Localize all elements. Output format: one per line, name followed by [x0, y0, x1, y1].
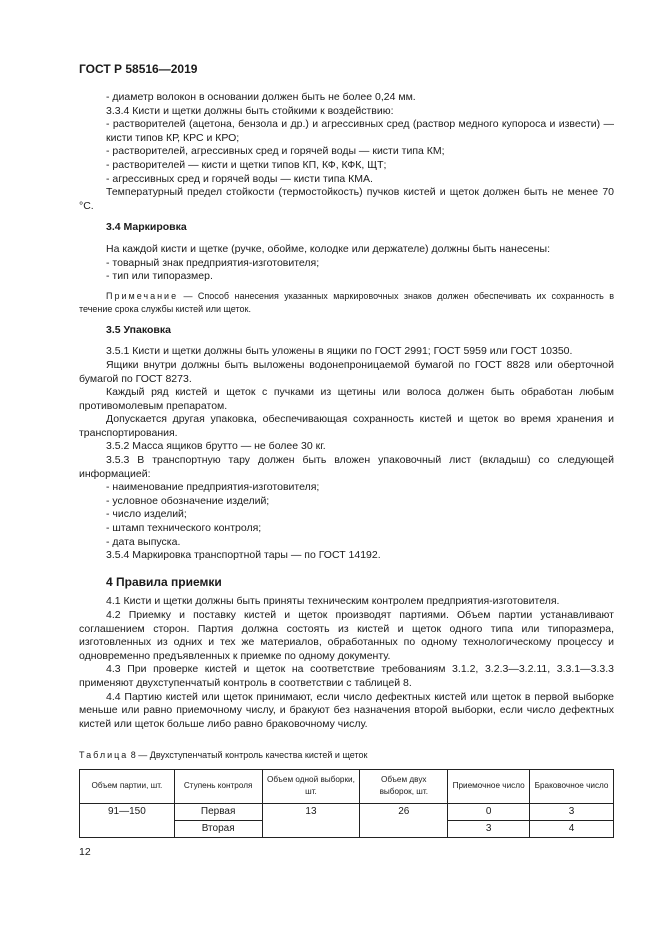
paragraph: Допускается другая упаковка, обеспечивающая сохранность кистей и щеток во время хранения и транспортирования.	[79, 413, 614, 439]
bullet-item: - условное обозначение изделий;	[106, 494, 270, 507]
table-cell: 4	[530, 820, 614, 837]
table-cell: Вторая	[174, 820, 262, 837]
table-cell: 3	[530, 803, 614, 820]
table-header: Браковочное число	[530, 769, 614, 803]
page-number: 12	[79, 846, 91, 858]
bullet-item: - товарный знак предприятия-изготовителя;	[106, 256, 320, 269]
table-header: Объем одной выборки, шт.	[262, 769, 360, 803]
paragraph: 3.5.2 Масса ящиков брутто — не более 30 кг.	[106, 440, 326, 453]
paragraph: 4.1 Кисти и щетки должны быть приняты техническим контролем предприятия-изготовителя.	[106, 595, 560, 608]
table-cell: 0	[448, 803, 530, 820]
bullet-item: - число изделий;	[106, 508, 187, 521]
table-cell: 91—150	[80, 803, 175, 837]
note-text: — Способ нанесения указанных маркировочных знаков должен обеспечивать их сохранность в течение срока службы кистей или щеток.	[79, 290, 614, 314]
table-cell: Первая	[174, 803, 262, 820]
standard-header: ГОСТ Р 58516—2019	[79, 62, 198, 76]
table-header: Ступень контроля	[174, 769, 262, 803]
clause-3-3-4: 3.3.4 Кисти и щетки должны быть стойкими к воздействию:	[106, 104, 394, 117]
paragraph: 4.4 Партию кистей или щеток принимают, если число дефектных кистей или щеток в первой выборке меньше или равно приемочному числу, и бракуют без назначения второй выборки, если число дефектных кистей или щеток больше либо равно браковочному числу.	[79, 690, 614, 730]
bullet-item: - растворителей (ацетона, бензола и др.) и агрессивных сред (раствор медного купороса и извести) — кисти типов КР, КРС и КРО;	[106, 118, 614, 144]
bullet-item: - растворителей — кисти и щетки типов КП, КФ, КФК, ЩТ;	[106, 158, 387, 171]
table-header-row	[80, 769, 614, 803]
bullet-item: - агрессивных сред и горячей воды — кисти типа КМА.	[106, 172, 373, 185]
paragraph: Температурный предел стойкости (термостойкость) пучков кистей и щеток должен быть не менее 70 °С.	[79, 186, 614, 212]
table-caption-label: Таблица	[79, 750, 129, 761]
bullet-item: - дата выпуска.	[106, 535, 181, 548]
table-cell: 26	[360, 803, 448, 837]
heading-packing: 3.5 Упаковка	[106, 323, 171, 336]
paragraph: Каждый ряд кистей и щеток с пучками из щетины или волоса должен быть обработан любым противомолевым препаратом.	[79, 386, 614, 412]
table-cell: 13	[262, 803, 360, 837]
control-table	[79, 769, 614, 838]
paragraph: 3.5.4 Маркировка транспортной тары — по ГОСТ 14192.	[106, 549, 381, 562]
section-heading: 4 Правила приемки	[106, 574, 222, 589]
table-header: Приемочное число	[448, 769, 530, 803]
document-body	[79, 91, 614, 838]
note-label: Примечание	[106, 290, 179, 301]
bullet-item: - наименование предприятия-изготовителя;	[106, 481, 320, 494]
paragraph: 4.3 При проверке кистей и щеток на соответствие требованиям 3.1.2, 3.2.3—3.2.11, 3.3.1—3.3.3 применяют двухступенчатый контроль в соответствии с таблицей 8.	[79, 663, 614, 689]
table-caption	[79, 749, 614, 763]
table-caption-text: 8 — Двухступенчатый контроль качества кистей и щеток	[128, 750, 368, 761]
table-header: Объем партии, шт.	[80, 769, 175, 803]
bullet-item: - тип или типоразмер.	[106, 270, 213, 283]
note	[79, 290, 614, 316]
paragraph: 3.5.1 Кисти и щетки должны быть уложены в ящики по ГОСТ 2991; ГОСТ 5959 или ГОСТ 10350.	[106, 345, 573, 358]
paragraph: Ящики внутри должны быть выложены водонепроницаемой бумагой по ГОСТ 8828 или оберточной бумагой по ГОСТ 8273.	[79, 358, 614, 385]
paragraph: 3.5.3 В транспортную тару должен быть вложен упаковочный лист (вкладыш) со следующей информацией:	[79, 454, 614, 480]
bullet-item: - диаметр волокон в основании должен быть не более 0,24 мм.	[106, 91, 416, 103]
bullet-item: - штамп технического контроля;	[106, 522, 262, 535]
table-header: Объем двух выборок, шт.	[360, 769, 448, 803]
bullet-item: - растворителей, агрессивных сред и горячей воды — кисти типа КМ;	[106, 145, 445, 158]
paragraph: На каждой кисти и щетке (ручке, обойме, колодке или держателе) должны быть нанесены:	[106, 242, 551, 255]
table-cell: 3	[448, 820, 530, 837]
table-row	[80, 803, 614, 820]
paragraph: 4.2 Приемку и поставку кистей и щеток производят партиями. Объем партии устанавливают соглашением сторон. Партия должна состоять из кистей и щеток одного типа или типоразмера, изготовленных из одних и тех же материалов, обработанных по одному технологическому процессу и одновременно предъявленных к приемке по одному документу.	[79, 609, 614, 662]
heading-marking: 3.4 Маркировка	[106, 221, 187, 234]
